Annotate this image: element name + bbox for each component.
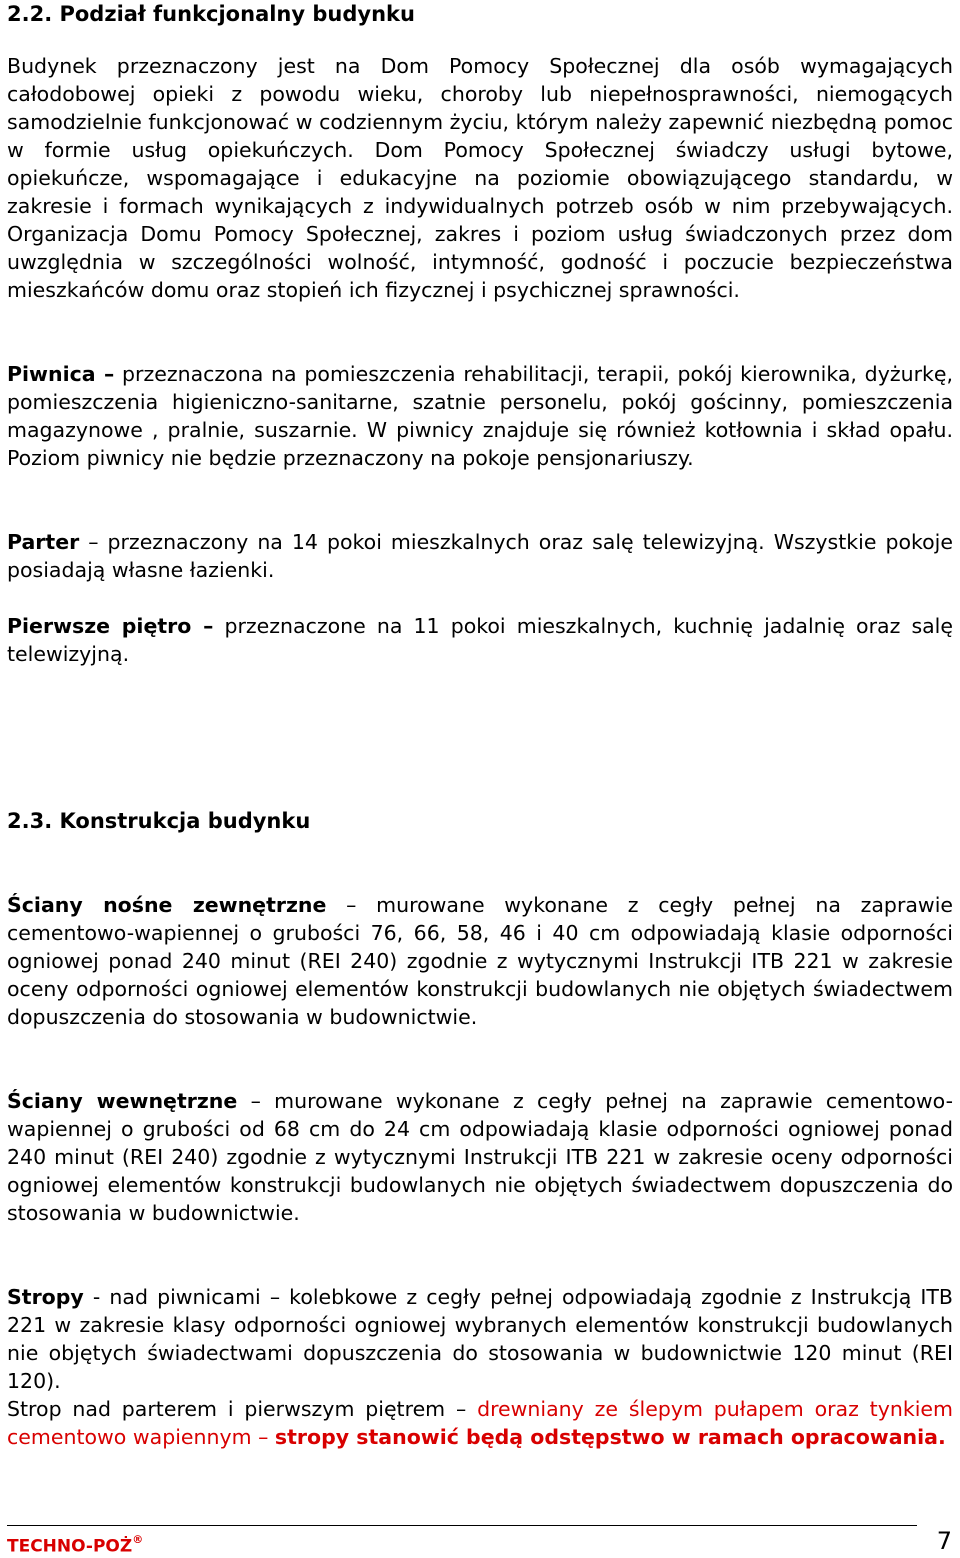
parter-label: Parter (7, 530, 80, 554)
stropy-label: Stropy (7, 1285, 84, 1309)
intro-paragraph: Budynek przeznaczony jest na Dom Pomocy Społecznej dla osób wymagających całodobowej opieki z powodu wieku, choroby lub niepełnosprawności, niemogących samodzielnie funkcjonować w codziennym życiu, którym należy zapewnić niezbędną pomoc w formie usług opiekuńczych. Dom Pomocy Społecznej świadczy usługi bytowe, opiekuńcze, wspomagające i edukacyjne na poziomie obowiązującego standardu, w zakresie i formach wynikających z indywidualnych potrzeb osób w nim przebywających. Organizacja Domu Pomocy Społecznej, zakres i poziom usług świadczonych przez dom uwzględnia w szczególności wolność, intymność, godność i poczucie bezpieczeństwa mieszkańców domu oraz stopień ich fizycznej i psychicznej sprawności. (7, 54, 953, 302)
section-heading-2-2: 2.2. Podział funkcjonalny budynku (7, 2, 415, 26)
section-heading-2-3: 2.3. Konstrukcja budynku (7, 809, 311, 833)
pietro-text: przeznaczone na 11 pokoi mieszkalnych, kuchnię jadalnię oraz salę telewizyjną. (7, 614, 953, 666)
sciany-nosne-text: – murowane wykonane z cegły pełnej na zaprawie cementowo-wapiennej o grubości 76, 66, 58, 46 i 40 cm odpowiadają klasie odporności ogniowej ponad 240 minut (REI 240) zgodnie z wytycznymi Instrukcji ITB 221 w zakresie oceny odporności ogniowej elementów konstrukcji budowlanych nie objętych świadectwem dopuszczenia do stosowania w budownictwie. (7, 893, 954, 1029)
brand-name: TECHNO-POŻ (7, 1536, 133, 1557)
pietro-paragraph (7, 612, 953, 668)
sciany-wew-label: Ściany wewnętrzne (7, 1089, 238, 1113)
stropy-paragraph (7, 1283, 953, 1395)
piwnica-paragraph (7, 360, 953, 472)
pietro-label: Pierwsze piętro – (7, 614, 214, 638)
strop-red-bold-text: stropy stanowić będą odstępstwo w ramach opracowania. (274, 1425, 946, 1449)
strop-text: Strop nad parterem i pierwszym piętrem – (7, 1397, 478, 1421)
strop-paragraph (7, 1395, 953, 1451)
sciany-nosne-paragraph (7, 891, 953, 1031)
page-number: 7 (936, 1527, 952, 1555)
sciany-wew-text: – murowane wykonane z cegły pełnej na zaprawie cementowo-wapiennej o grubości od 68 cm do 24 cm odpowiadają klasie odporności ogniowej ponad 240 minut (REI 240) zgodnie z wytycznymi Instrukcji ITB 221 w zakresie oceny odporności ogniowej elementów konstrukcji budowlanych nie objętych świadectwem dopuszczenia do stosowania w budownictwie. (7, 1089, 953, 1225)
strop-red-text: drewniany ze ślepym pułapem oraz tynkiem cementowo wapiennym – (7, 1397, 953, 1449)
parter-paragraph (7, 528, 953, 584)
registered-mark: ® (132, 1533, 144, 1546)
piwnica-text: przeznaczona na pomieszczenia rehabilitacji, terapii, pokój kierownika, dyżurkę, pomieszczenia higieniczno-sanitarne, szatnie personelu, pokój gościnny, pomieszczenia magazynowe , pralnie, suszarnie. W piwnicy znajduje się również kotłownia i skład opału. Poziom piwnicy nie będzie przeznaczony na pokoje pensjonariuszy. (7, 362, 954, 470)
piwnica-label: Piwnica – (7, 362, 115, 386)
sciany-wew-paragraph (7, 1087, 953, 1227)
parter-text: – przeznaczony na 14 pokoi mieszkalnych oraz salę telewizyjną. Wszystkie pokoje posiadają własne łazienki. (7, 530, 953, 582)
sciany-nosne-label: Ściany nośne zewnętrzne (7, 893, 327, 917)
stropy-text: - nad piwnicami – kolebkowe z cegły pełnej odpowiadają zgodnie z Instrukcją ITB 221 w zakresie klasy odporności ogniowej wybranych elementów konstrukcji budowlanych nie objętych świadectwami dopuszczenia do stosowania w budownictwie 120 minut (REI 120). (7, 1285, 953, 1393)
footer-rule (7, 1525, 917, 1526)
